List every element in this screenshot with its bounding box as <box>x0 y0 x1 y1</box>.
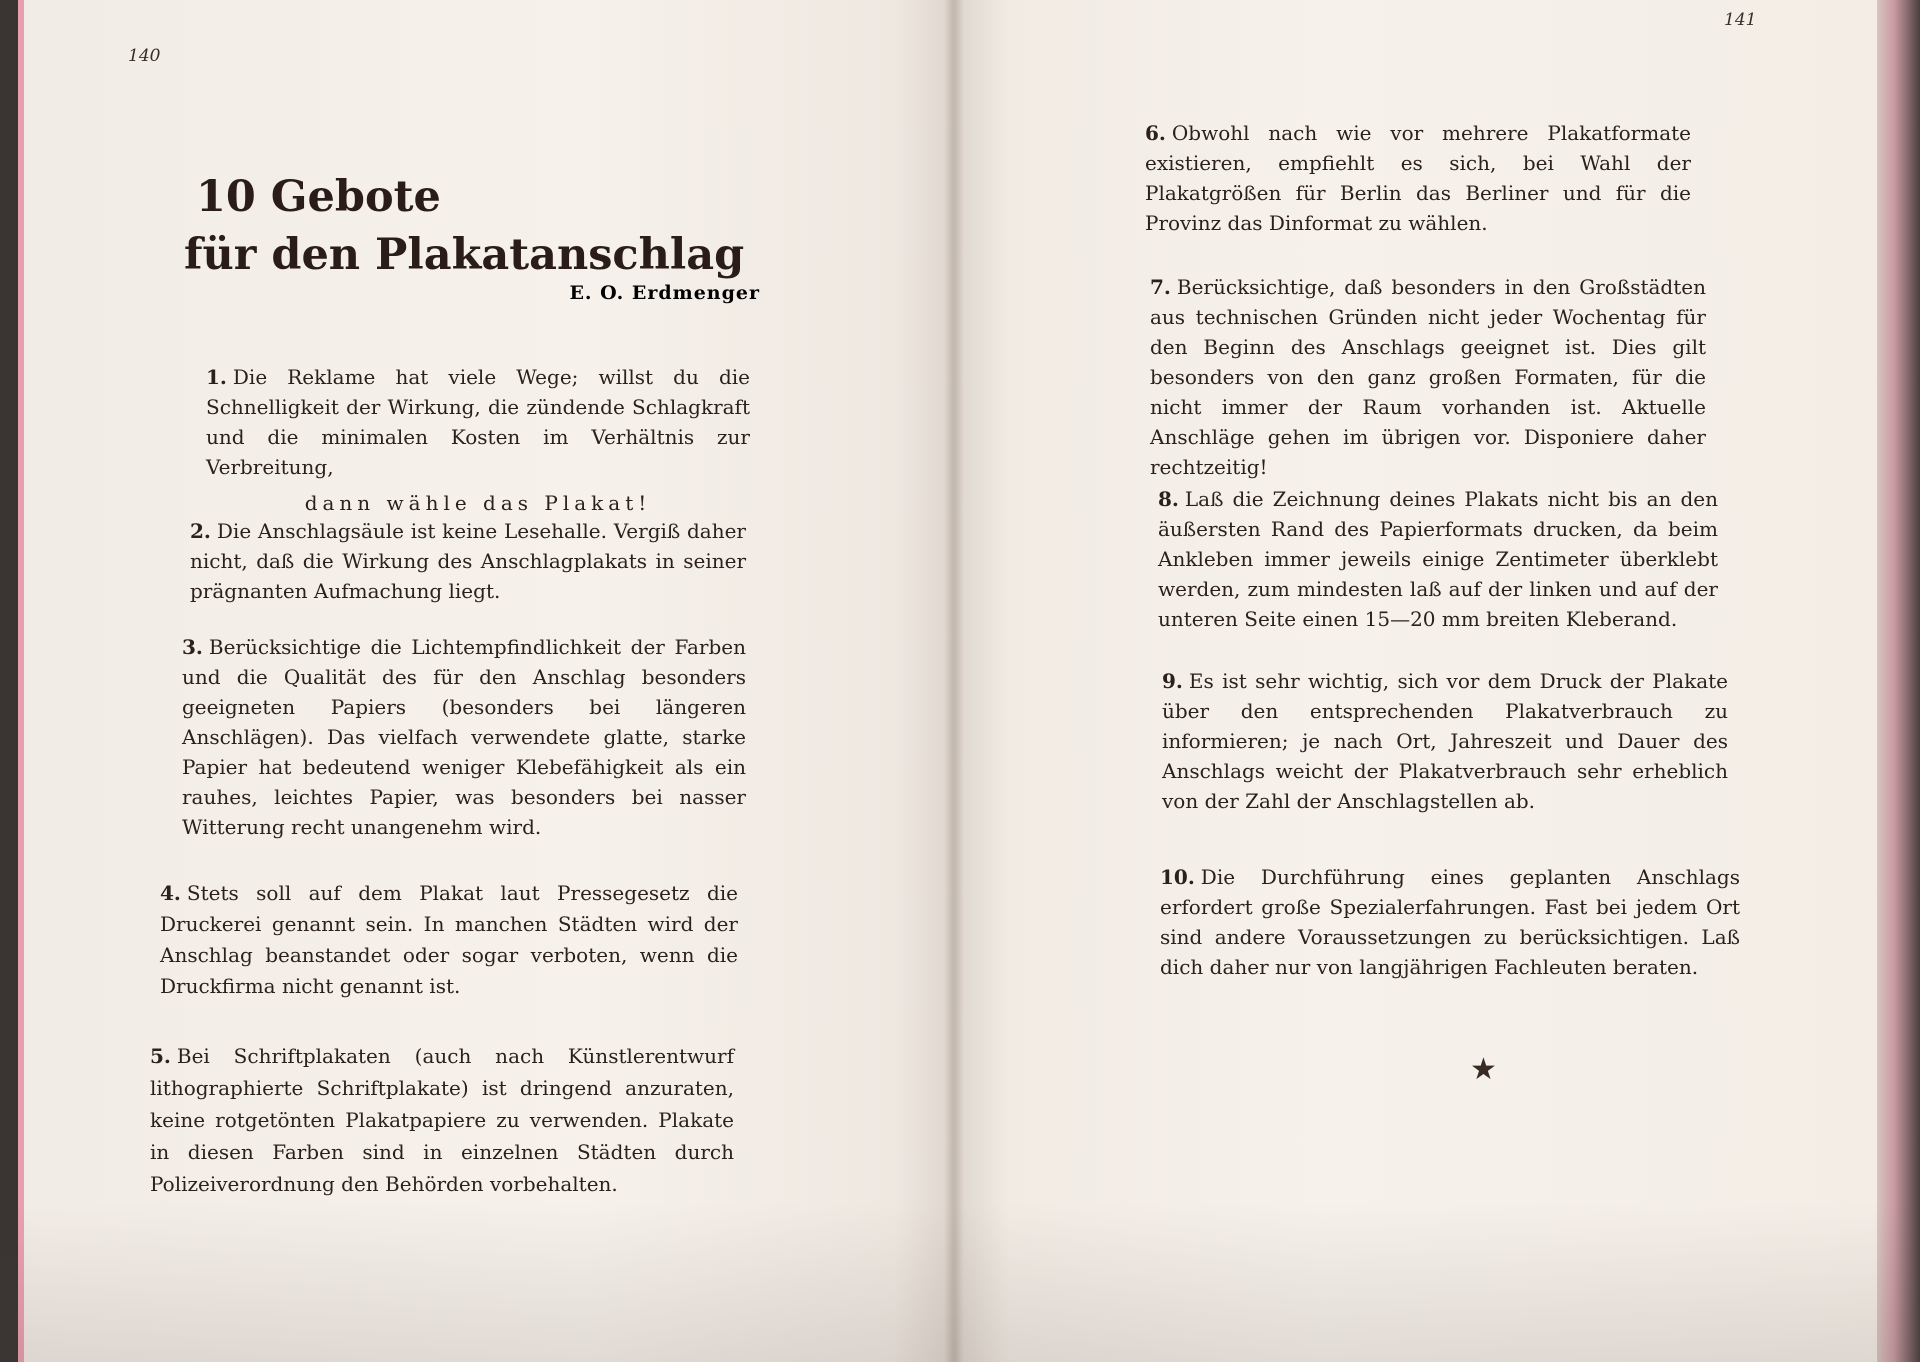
rule-emphasis: dann wähle das Plakat! <box>304 491 652 515</box>
rule-number: 10. <box>1160 865 1195 889</box>
rule-text: Die Anschlagsäule ist keine Lesehalle. Vergiß daher nicht, daß die Wirkung des Anschlagplakats in seiner prägnanten Aufmachung liegt. <box>190 519 746 603</box>
rule-number: 5. <box>150 1044 171 1068</box>
page-number-left: 140 <box>128 46 161 66</box>
rule-7 <box>1150 272 1706 482</box>
rule-text: Stets soll auf dem Plakat laut Pressegesetz die Druckerei genannt sein. In manchen Städten wird der Anschlag beanstandet oder sogar verboten, wenn die Druckfirma nicht genannt ist. <box>160 881 738 998</box>
rule-number: 9. <box>1162 669 1183 693</box>
rule-9 <box>1162 666 1728 816</box>
rule-10 <box>1160 862 1740 982</box>
star-ornament: ★ <box>1470 1052 1497 1087</box>
rule-text: Die Reklame hat viele Wege; willst du die Schnelligkeit der Wirkung, die zündende Schlagkraft und die minimalen Kosten im Verhältnis zur Verbreitung, <box>206 365 750 479</box>
rule-number: 1. <box>206 365 227 389</box>
rule-text: Obwohl nach wie vor mehrere Plakatformate existieren, empfiehlt es sich, bei Wahl der Plakatgrößen für Berlin das Berliner und für die Provinz das Dinformat zu wählen. <box>1145 121 1691 235</box>
rule-6 <box>1145 118 1691 238</box>
title-line-1: 10 Gebote <box>196 172 441 222</box>
page-number-right: 141 <box>1724 10 1757 30</box>
rule-text: Bei Schriftplakaten (auch nach Künstlerentwurf lithographierte Schriftplakate) ist dringend anzuraten, keine rotgetönten Plakatpapiere zu verwenden. Plakate in diesen Farben sind in einzelnen Städten durch Polizeiverordnung den Behörden vorbehalten. <box>150 1044 734 1196</box>
rule-2 <box>190 516 746 606</box>
rule-8 <box>1158 484 1718 634</box>
page-title <box>184 168 776 284</box>
rule-number: 6. <box>1145 121 1166 145</box>
rule-5 <box>150 1040 734 1200</box>
book-gutter <box>944 0 964 1362</box>
rule-text: Berücksichtige, daß besonders in den Großstädten aus technischen Gründen nicht jeder Wochentag für den Beginn des Anschlags geeignet ist. Dies gilt besonders von den ganz großen Formaten, für die nicht immer der Raum vorhanden ist. Aktuelle Anschläge gehen im übrigen vor. Disponiere daher rechtzeitig! <box>1150 275 1706 479</box>
rule-number: 7. <box>1150 275 1171 299</box>
rule-number: 2. <box>190 519 211 543</box>
rule-1 <box>206 362 750 518</box>
rule-text: Die Durchführung eines geplanten Anschlags erfordert große Spezialerfahrungen. Fast bei jedem Ort sind andere Voraussetzungen zu berücksichtigen. Laß dich daher nur von langjährigen Fachleuten beraten. <box>1160 865 1740 979</box>
rule-number: 3. <box>182 635 203 659</box>
rule-text: Es ist sehr wichtig, sich vor dem Druck der Plakate über den entsprechenden Plakatverbrauch zu informieren; je nach Ort, Jahreszeit und Dauer des Anschlags weicht der Plakatverbrauch sehr erheblich von der Zahl der Anschlagstellen ab. <box>1162 669 1728 813</box>
rule-text: Berücksichtige die Lichtempfindlichkeit der Farben und die Qualität des für den Anschlag besonders geeigneten Papiers (besonders bei längeren Anschlägen). Das vielfach verwendete glatte, starke Papier hat bedeutend weniger Klebefähigkeit als ein rauhes, leichtes Papier, was besonders bei nasser Witterung recht unangenehm wird. <box>182 635 746 839</box>
rule-number: 8. <box>1158 487 1179 511</box>
author-name: E. O. Erdmenger <box>569 282 760 304</box>
page-edge <box>1877 0 1920 1362</box>
rule-text: Laß die Zeichnung deines Plakats nicht bis an den äußersten Rand des Papierformats drucken, da beim Ankleben immer jeweils einige Zentimeter überklebt werden, zum mindesten laß auf der linken und auf der unteren Seite einen 15—20 mm breiten Kleberand. <box>1158 487 1718 631</box>
rule-4 <box>160 878 738 1002</box>
rule-3 <box>182 632 746 842</box>
title-line-2: für den Plakatanschlag <box>184 230 745 280</box>
rule-number: 4. <box>160 881 181 905</box>
